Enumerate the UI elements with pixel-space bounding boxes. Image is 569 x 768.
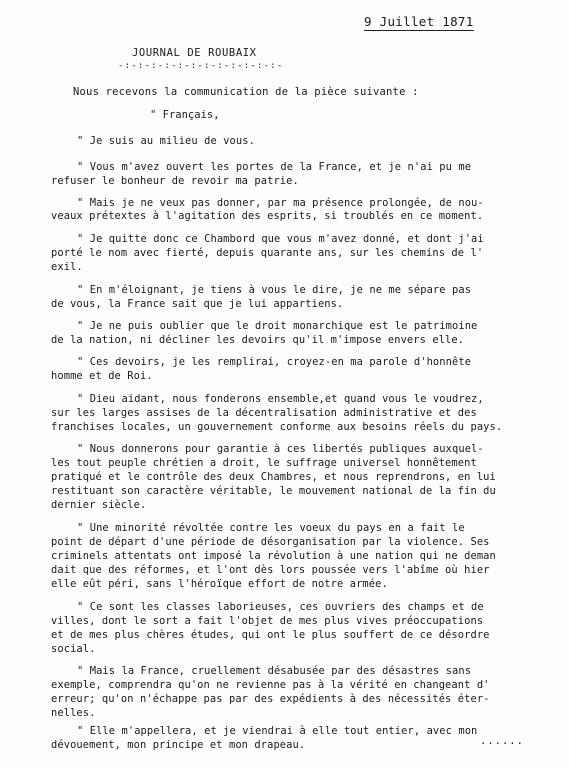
closing-ellipsis: ...... <box>480 735 524 747</box>
text-line: " Dieu aidant, nous fonderons ensemble,et quand vous le voudrez, <box>77 393 484 405</box>
text-line: " Mais je ne veux pas donner, par ma présence prolongée, de nou- <box>77 197 484 209</box>
text-line: de vous, la France sait que je lui appartiens. <box>51 298 344 310</box>
text-line: et de mes plus chères études, qui ont le plus souffert de ce désordre <box>51 629 490 641</box>
document-date: 9 Juillet 1871 <box>364 14 474 29</box>
text-line: exemple, comprendra qu'on ne revienne pas à la vérité en changeant d' <box>51 679 490 691</box>
text-line: pratiqué et le contrôle des deux Chambres, et nous reprendrons, en lui <box>51 471 496 483</box>
text-line: social. <box>51 643 96 655</box>
salutation: " Français, <box>150 109 220 121</box>
text-line: dait que des réformes, et l'ont dès lors poussée vers l'abîme où hier <box>51 564 490 576</box>
text-line: " Ces devoirs, je les remplirai, croyez-en ma parole d'honnête <box>77 356 472 368</box>
text-line: erreur; qu'on n'échappe pas par des expédients à des nécessités éter- <box>51 693 490 705</box>
intro-line: Nous recevons la communication de la pièce suivante : <box>73 86 419 98</box>
text-line: " En m'éloignant, je tiens à vous le dire, je ne me sépare pas <box>77 284 472 296</box>
text-line: de la nation, ni décliner les devoirs qu'il m'impose envers elle. <box>51 334 465 346</box>
text-line: " Vous m'avez ouvert les portes de la France, et je n'ai pu me <box>77 161 472 173</box>
journal-title-rule: -:-:-:-:-:-:-:-:-:-:-:-:- <box>118 61 284 71</box>
text-line: criminels attentats ont imposé la révolution à une nation qui ne deman <box>51 550 496 562</box>
text-line: " Je ne puis oublier que le droit monarchique est le patrimoine <box>77 320 478 332</box>
text-line: " Je suis au milieu de vous. <box>77 135 255 147</box>
text-line: elle eût péri, sans l'héroïque effort de notre armée. <box>51 578 388 590</box>
text-line: homme et de Roi. <box>51 370 153 382</box>
text-line: sur les larges assises de la décentralisation administrative et des <box>51 407 477 419</box>
text-line: " Mais la France, cruellement désabusée par des désastres sans <box>77 665 472 677</box>
text-line: porté le nom avec fierté, depuis quarante ans, sur les chemins de l' <box>51 247 484 259</box>
text-line: franchises locales, un gouvernement conforme aux besoins réels du pays. <box>51 421 503 433</box>
text-line: villes, dont le sort a fait l'objet de mes plus vives préoccupations <box>51 615 484 627</box>
journal-title: JOURNAL DE ROUBAIX <box>132 47 257 59</box>
text-line: refuser le bonheur de revoir ma patrie. <box>51 175 299 187</box>
text-line: " Ce sont les classes laborieuses, ces ouvriers des champs et de <box>77 601 484 613</box>
text-line: point de départ d'une période de désorganisation par la violence. Ses <box>51 536 490 548</box>
text-line: veaux prétextes à l'agitation des esprits, si troublés en ce moment. <box>51 210 484 222</box>
text-line: dévouement, mon principe et mon drapeau. <box>51 739 306 751</box>
text-line: dernier siècle. <box>51 499 147 511</box>
text-line: nelles. <box>51 707 96 719</box>
text-line: " Une minorité révoltée contre les voeux du pays en a fait le <box>77 522 465 534</box>
text-line: " Nous donnerons pour garantie à ces libertés publiques auxquel- <box>77 443 484 455</box>
text-line: les tout peuple chrétien a droit, le suffrage universel honnêtement <box>51 457 477 469</box>
text-line: " Elle m'appellera, et je viendrai à elle tout entier, avec mon <box>77 725 478 737</box>
text-line: " Je quitte donc ce Chambord que vous m'avez donné, et dont j'ai <box>77 233 484 245</box>
text-line: restituant son caractère véritable, le mouvement national de la fin du <box>51 485 496 497</box>
text-line: exil. <box>51 261 83 273</box>
